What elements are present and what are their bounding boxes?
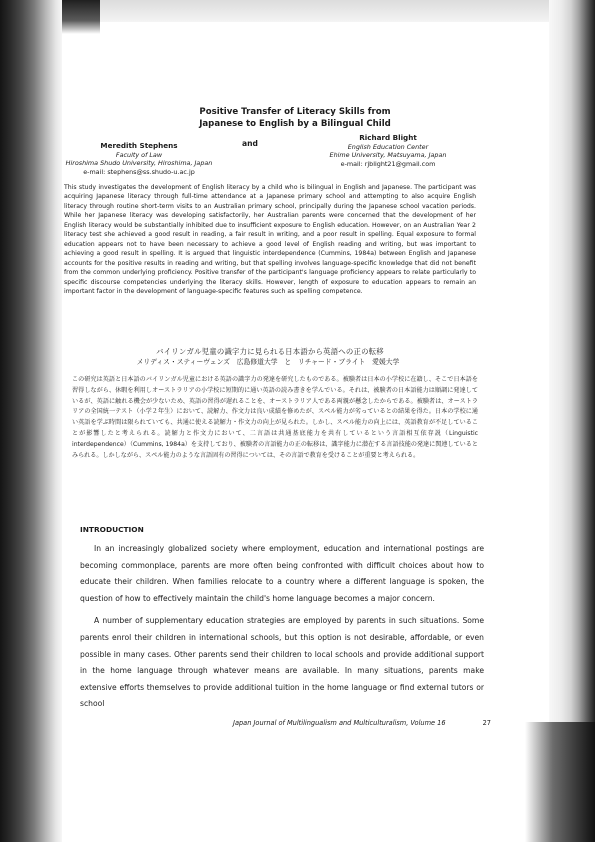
section-heading: INTRODUCTION (80, 525, 144, 534)
paper-title-line-1: Positive Transfer of Literacy Skills from (199, 107, 391, 117)
author-affiliation: Hiroshima Shudo University, Hiroshima, Japan (65, 159, 213, 168)
author-title: English Education Center (347, 142, 429, 151)
japanese-title: バイリンガル児童の識字力に見られる日本語から英語への正の転移 (156, 347, 384, 356)
author-title: Faculty of Law (115, 150, 163, 159)
page-footer (233, 719, 491, 727)
author-name: Richard Blight (359, 133, 417, 142)
paragraph: A number of supplementary education strategies are employed by parents in such situations. Some parents enrol their children in international schools, but this option is not desirable, affordable, or even possible in many cases. Other parents send their children to local schools and provide additional support in the home language through whatever means are available. In many situations, parents make extensive efforts themselves to provide additional tuition in the home language or find external tutors or school (80, 616, 484, 709)
paper-title (150, 106, 440, 130)
author-email: e-mail: rjblight21@gmail.com (340, 159, 436, 168)
introduction-body (80, 541, 484, 719)
paragraph: In an increasingly globalized society where employment, education and international postings are becoming commonplace, parents are more often being confronted with difficult choices about how to educate their children. When families relocate to a country where a different language is spoken, the question of how to effectively maintain the child's home language becomes a major concern. (80, 544, 484, 603)
journal-name: Japan Journal of Multilingualism and Multiculturalism, Volume 16 (233, 719, 446, 727)
japanese-abstract: この研究は英語と日本語のバイリンガル児童における英語の識字力の発達を研究したものである。被験者は日本の小学校に在籍し、そこで日本語を習得しながら、休暇を利用しオーストラリアの小学校に短期的に通い英語の読み書きを学んでいる。それは、被験者の日本語能力は順調に発達しているが、英語に触れる機会が少ないため、英語の習得が遅れることを、オーストラリア人である両親が懸念したからである。被験者は、オーストラリアの全国統一テスト（小学２年生）において、読解力、作文力は良い成績を修めたが、スペル能力が劣っているとの結果を得た。日本の学校に通い英語を学ぶ時間は限られていても、共通に使える読解力・作文力の向上が見られた。しかし、スペル能力の向上には、英語教育が不足していることが影響したと考えられる。読解力と作文力において、二言語は共通基底能力を共有しているという言語相互依存説（Linguistic interdependence）（Cummins, 1984a）を支持しており、被験者の言語能力の正の転移は、識字能力に潜在する言語技能の発達に関連しているとみられる。しかしながら、スペル能力のような言語固有の習得については、その言語で教育を受けることが重要と考えられる。 (72, 376, 478, 459)
author-name: Meredith Stephens (100, 141, 178, 150)
japanese-authors: メリディス・スティーヴェンズ 広島修道大学 と リチャード・ブライト 愛媛大学 (136, 358, 400, 366)
author-email: e-mail: stephens@ss.shudo-u.ac.jp (83, 167, 195, 176)
page-number: 27 (482, 719, 491, 727)
english-abstract: This study investigates the development of English literacy by a child who is bilingual in English and Japanese. The participant was acquiring Japanese literacy through full-time attendance at a Japanese primary school and attempting to also acquire English literacy through routine short-term visits to an Australian primary school, principally during the Japanese school vacation periods. While her Japanese literacy was developing satisfactorily, her Australian parents were concerned that the development of her English literacy would be substantially inhibited due to insufficient exposure to English education. However, on an Australian Year 2 literacy test she achieved a good result in reading, a fair result in writing, and a poor result in spelling. Equal exposure to formal education appears not to have been necessary to achieve a good level of English reading and writing, but was important to achieving a good result in spelling. It is argued that linguistic interdependence (Cummins, 1984a) between English and Japanese accounts for the positive results in reading and writing, but that spelling involves language-specific knowledge that did not benefit from the common underlying proficiency. Positive transfer of the participant's language proficiency appears to relate particularly to specific discourse competencies underlying the literacy skills. However, length of exposure to education appears to remain an important factor in the development of language-specific features such as spelling competence. (64, 184, 476, 295)
paper-title-line-2: Japanese to English by a Bilingual Child (199, 119, 391, 129)
author-affiliation: Ehime University, Matsuyama, Japan (329, 151, 447, 160)
author-block-right (318, 134, 458, 168)
author-block-left (64, 142, 214, 176)
author-connector: and (242, 139, 258, 148)
